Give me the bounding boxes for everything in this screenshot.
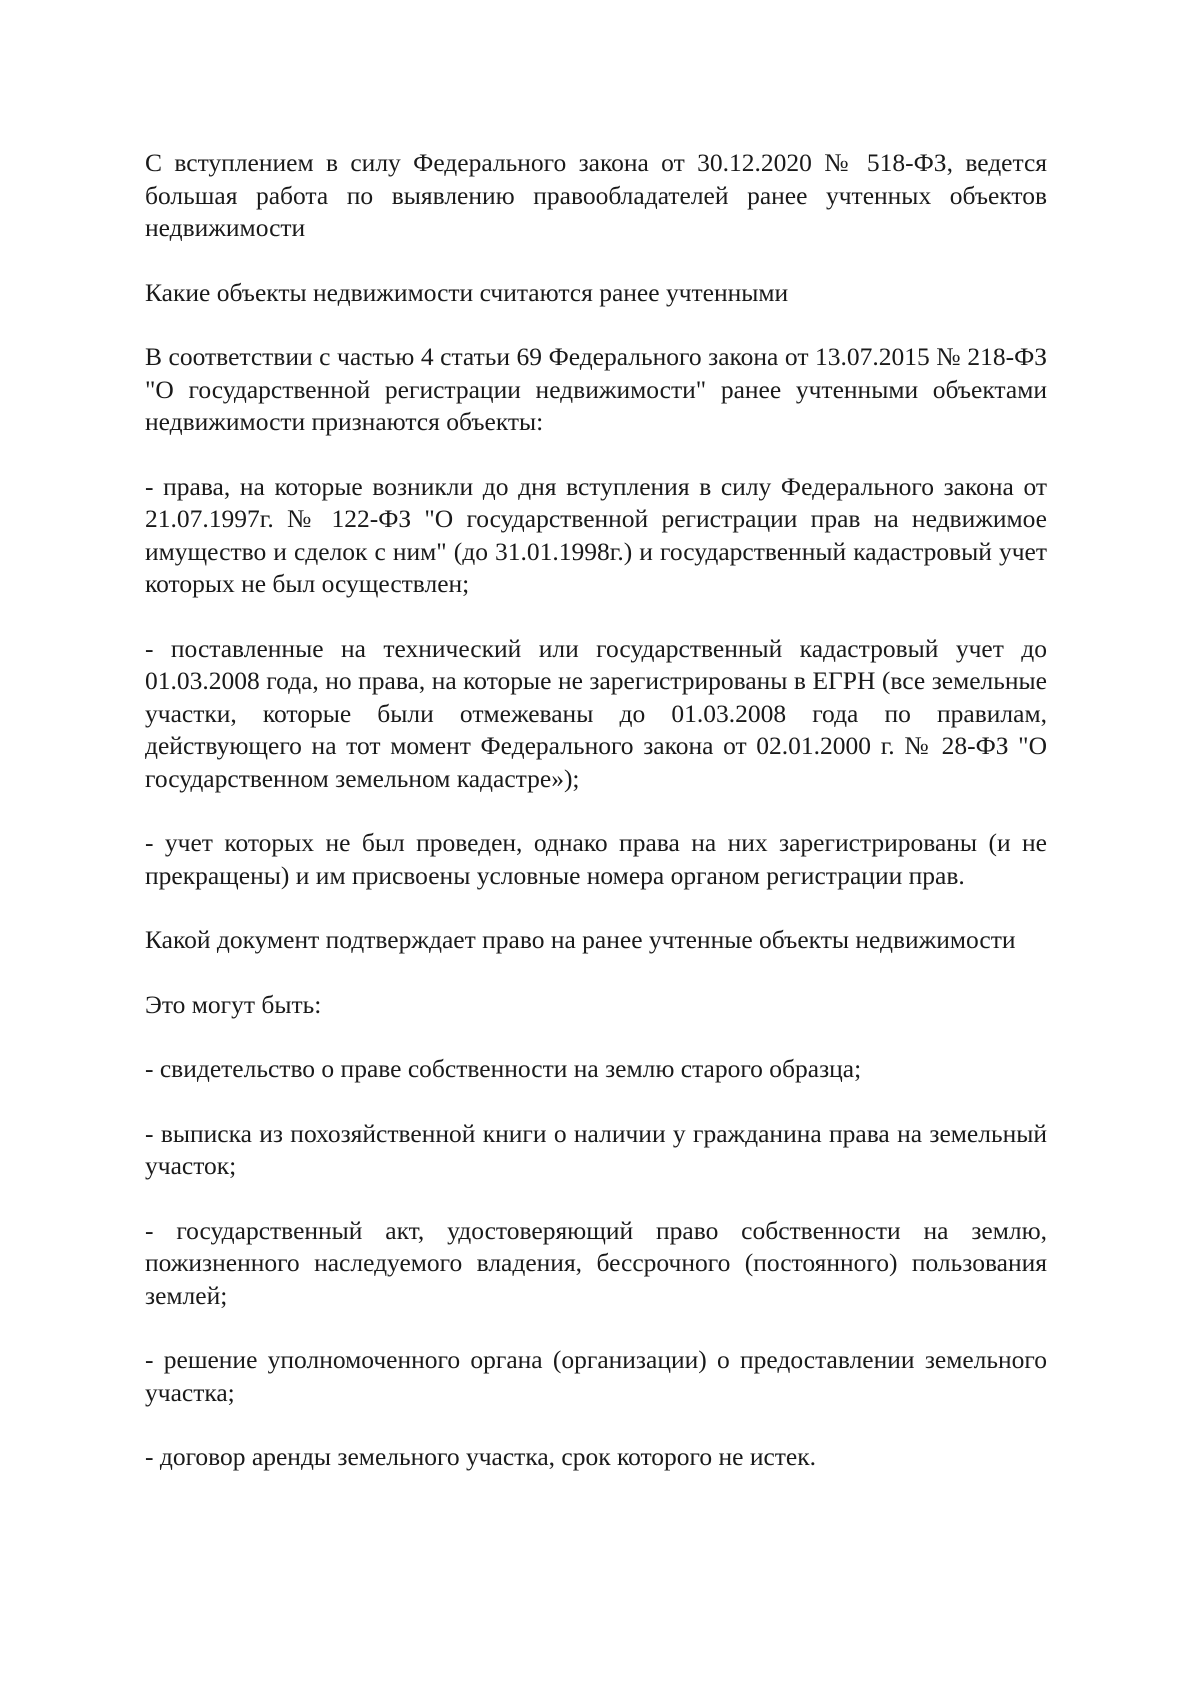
list-item-lease-agreement: - договор аренды земельного участка, срок которого не истек. xyxy=(145,1442,817,1471)
list-item-state-act: - государственный акт, удостоверяющий право собственности на землю, пожизненного наследуемого владения, бессрочного (постоянного) пользования землей; xyxy=(145,1215,1047,1310)
paragraph-law-reference: В соответствии с частью 4 статьи 69 Федерального закона от 13.07.2015 № 218-ФЗ "О государственной регистрации недвижимости" ранее учтенными объектами недвижимости признаются объекты: xyxy=(145,342,1047,436)
list-item-authority-decision: - решение уполномоченного органа (организации) о предоставлении земельного участка; xyxy=(145,1345,1047,1407)
document-body xyxy=(145,147,1047,1506)
list-item-rights-before-1998: - права, на которые возникли до дня вступления в силу Федерального закона от 21.07.1997г. № 122-ФЗ "О государственной регистрации прав на недвижимое имущество и сделок с ним" (до 31.01.1998г.) и государственный кадастровый учет которых не был осуществлен; xyxy=(145,471,1047,598)
list-item-certificate: - свидетельство о праве собственности на землю старого образца; xyxy=(145,1054,862,1083)
paragraph-intro: С вступлением в силу Федерального закона от 30.12.2020 № 518-ФЗ, ведется большая работа по выявлению правообладателей ранее учтенных объектов недвижимости xyxy=(145,148,1047,242)
paragraph-may-be: Это могут быть: xyxy=(145,989,322,1019)
heading-question-objects: Какие объекты недвижимости считаются ранее учтенными xyxy=(145,277,789,307)
list-item-household-book: - выписка из похозяйственной книги о наличии у гражданина права на земельный участок; xyxy=(145,1118,1047,1180)
list-item-conditional-numbers: - учет которых не был проведен, однако права на них зарегистрированы (и не прекращены) и им присвоены условные номера органом регистрации прав. xyxy=(145,828,1047,890)
list-item-registered-before-2008: - поставленные на технический или государственный кадастровый учет до 01.03.2008 года, но права, на которые не зарегистрированы в ЕГРН (все земельные участки, которые были отмежеваны до 01.03.2008 года по правилам, действующего на тот момент Федерального закона от 02.01.2000 г. № 28-ФЗ "О государственном земельном кадастре»); xyxy=(145,633,1047,793)
heading-question-documents: Какой документ подтверждает право на ранее учтенные объекты недвижимости xyxy=(145,925,1016,954)
